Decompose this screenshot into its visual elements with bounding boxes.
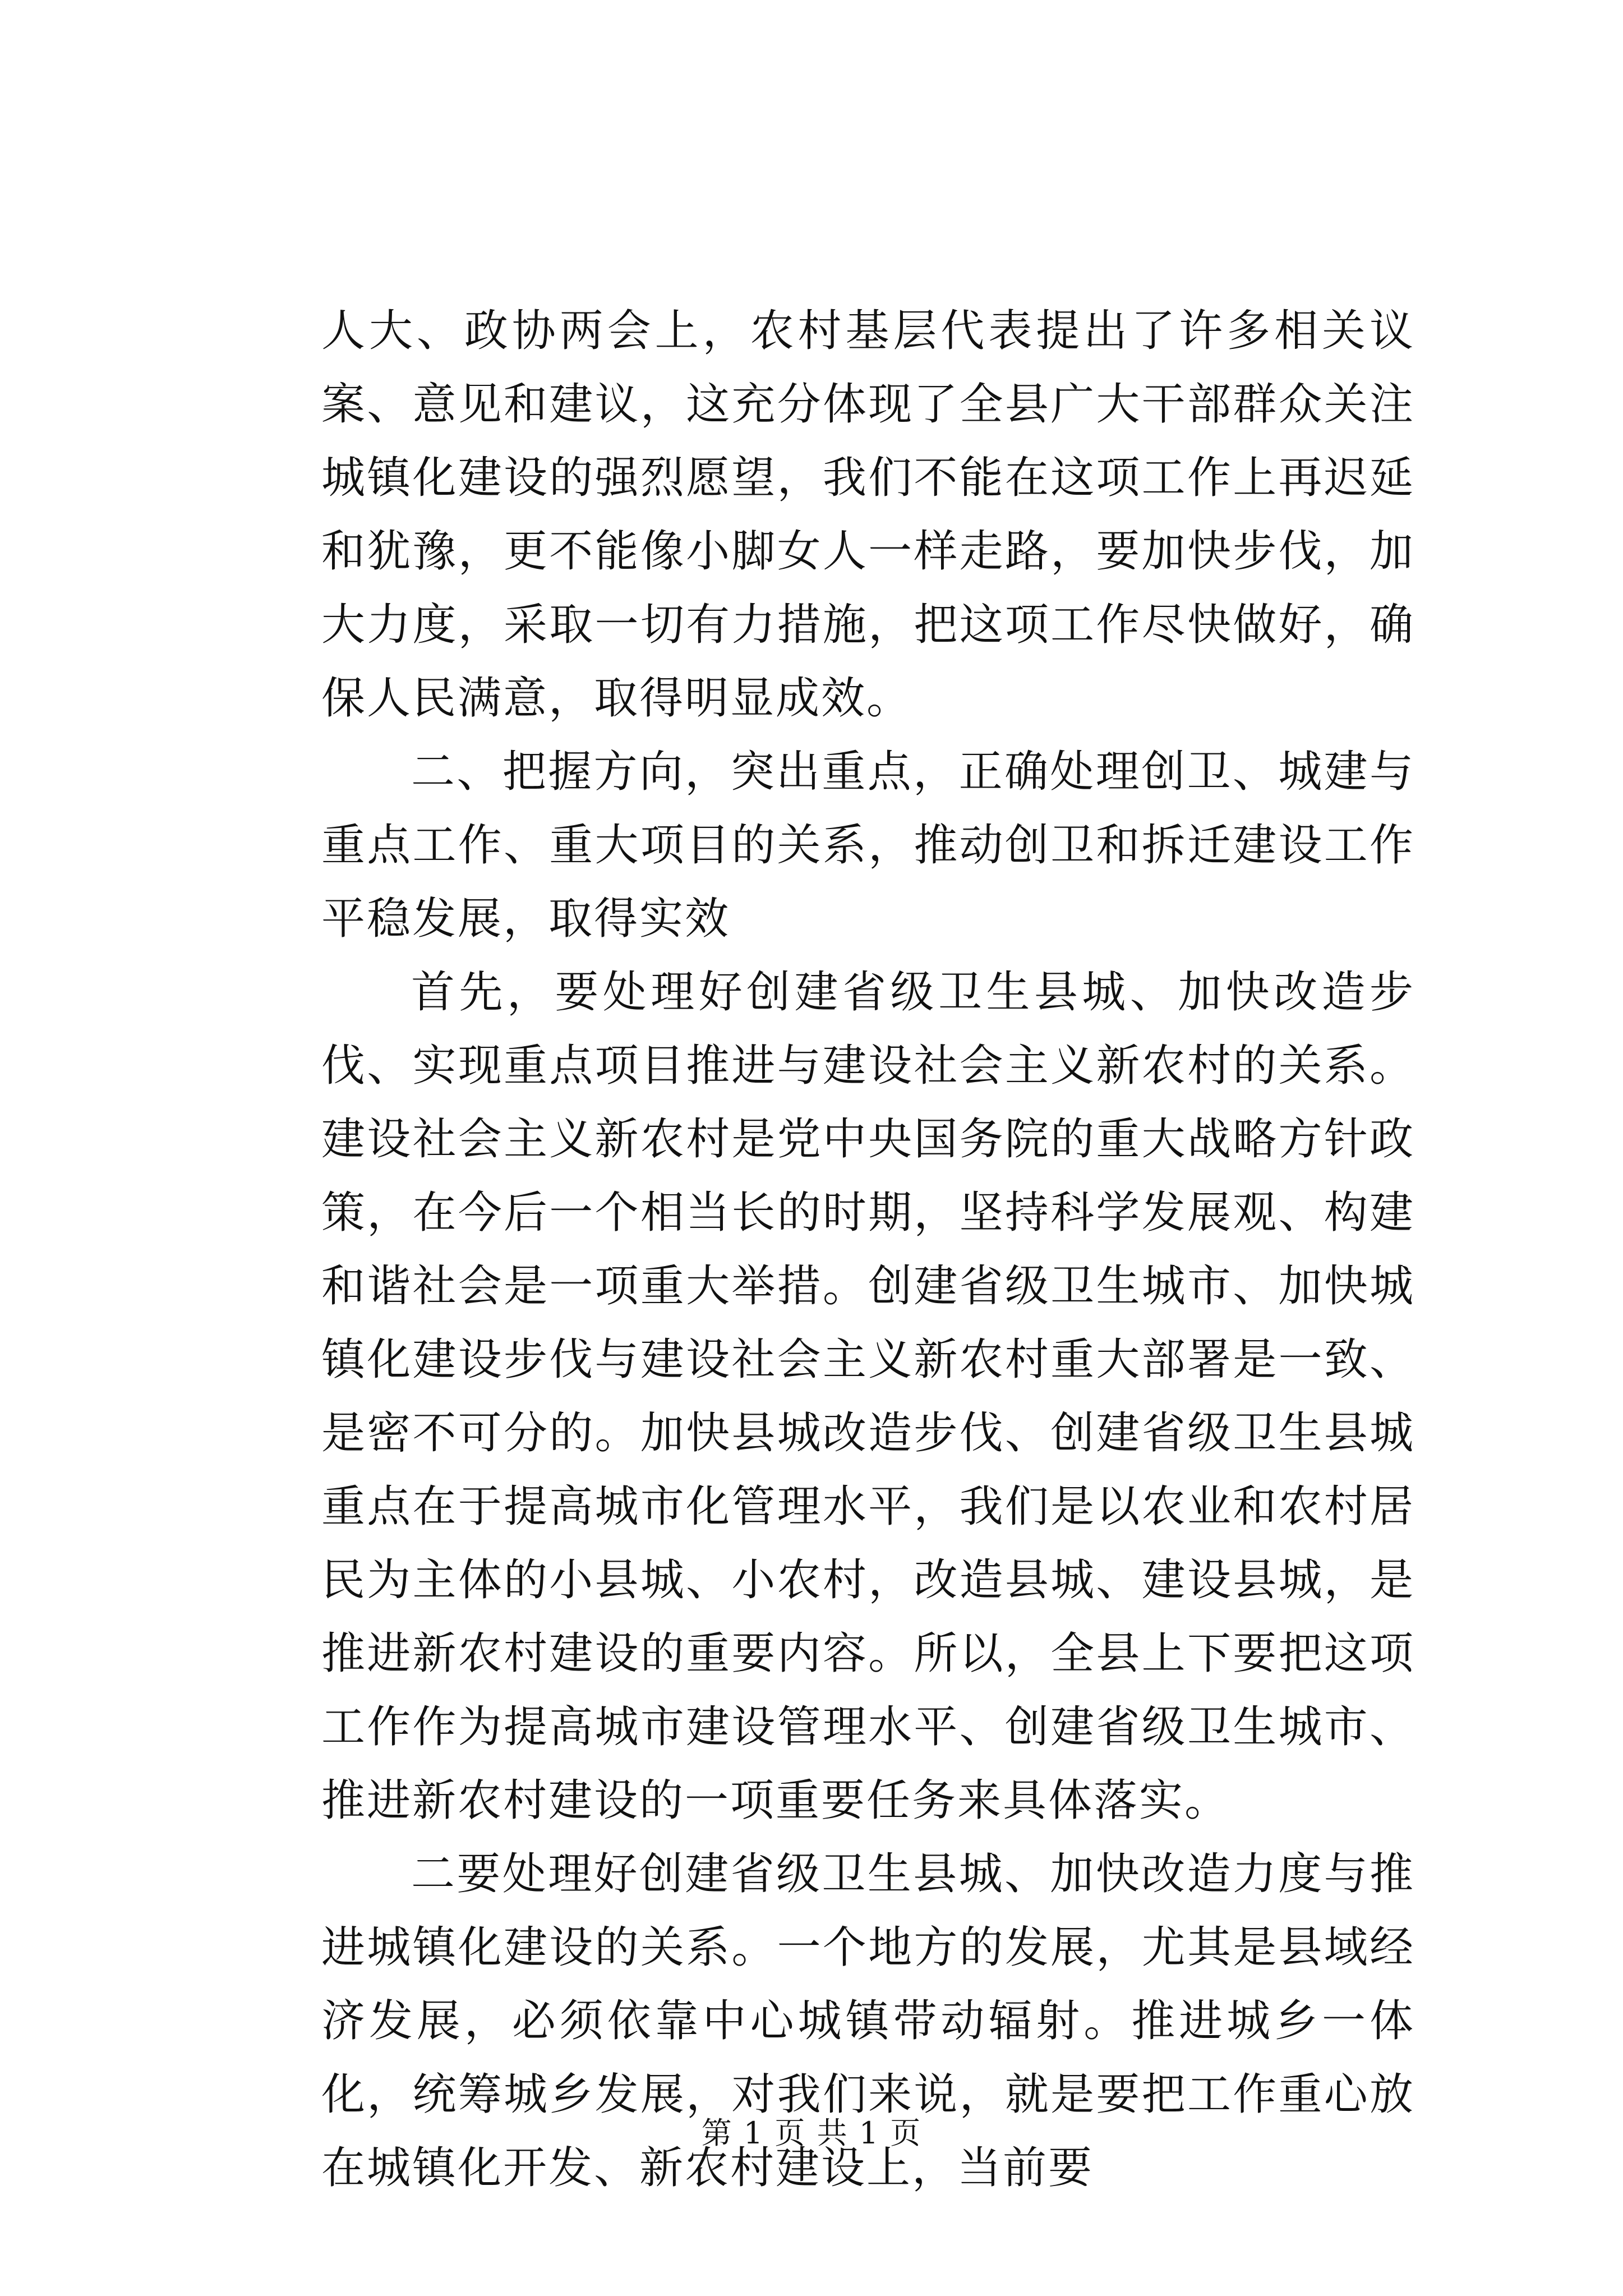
paragraph-2-heading: 二、把握方向，突出重点，正确处理创卫、城建与重点工作、重大项目的关系，推动创卫和拆迁建设工作平稳发展，取得实效 xyxy=(321,747,1415,944)
paragraph-3: 首先，要处理好创建省级卫生县城、加快改造步伐、实现重点项目推进与建设社会主义新农村的关系。建设社会主义新农村是党中央国务院的重大战略方针政策，在今后一个相当长的时期，坚持科学发展观、构建和谐社会是一项重大举措。创建省级卫生城市、加快城镇化建设步伐与建设社会主义新农村重大部署是一致、是密不可分的。加快县城改造步伐、创建省级卫生县城重点在于提高城市化管理水平，我们是以农业和农村居民为主体的小县城、小农村，改造县城、建设县城，是推进新农村建设的重要内容。所以，全县上下要把这项工作作为提高城市建设管理水平、创建省级卫生城市、推进新农村建设的一项重要任务来具体落实。 xyxy=(321,967,1415,1826)
paragraph-4: 二要处理好创建省级卫生县城、加快改造力度与推进城镇化建设的关系。一个地方的发展，尤其是县域经济发展，必须依靠中心城镇带动辐射。推进城乡一体化，统筹城乡发展，对我们来说，就是要把工作重心放在城镇化开发、新农村建设上，当前要 xyxy=(321,1849,1415,2193)
document-body xyxy=(321,295,1415,2205)
page-footer: 第 1 页 共 1 页 xyxy=(701,2115,922,2151)
paragraph-1: 人大、政协两会上，农村基层代表提出了许多相关议案、意见和建议，这充分体现了全县广大干部群众关注城镇化建设的强烈愿望，我们不能在这项工作上再迟延和犹豫，更不能像小脚女人一样走路，要加快步伐，加大力度，采取一切有力措施，把这项工作尽快做好，确保人民满意，取得明显成效。 xyxy=(321,306,1415,724)
